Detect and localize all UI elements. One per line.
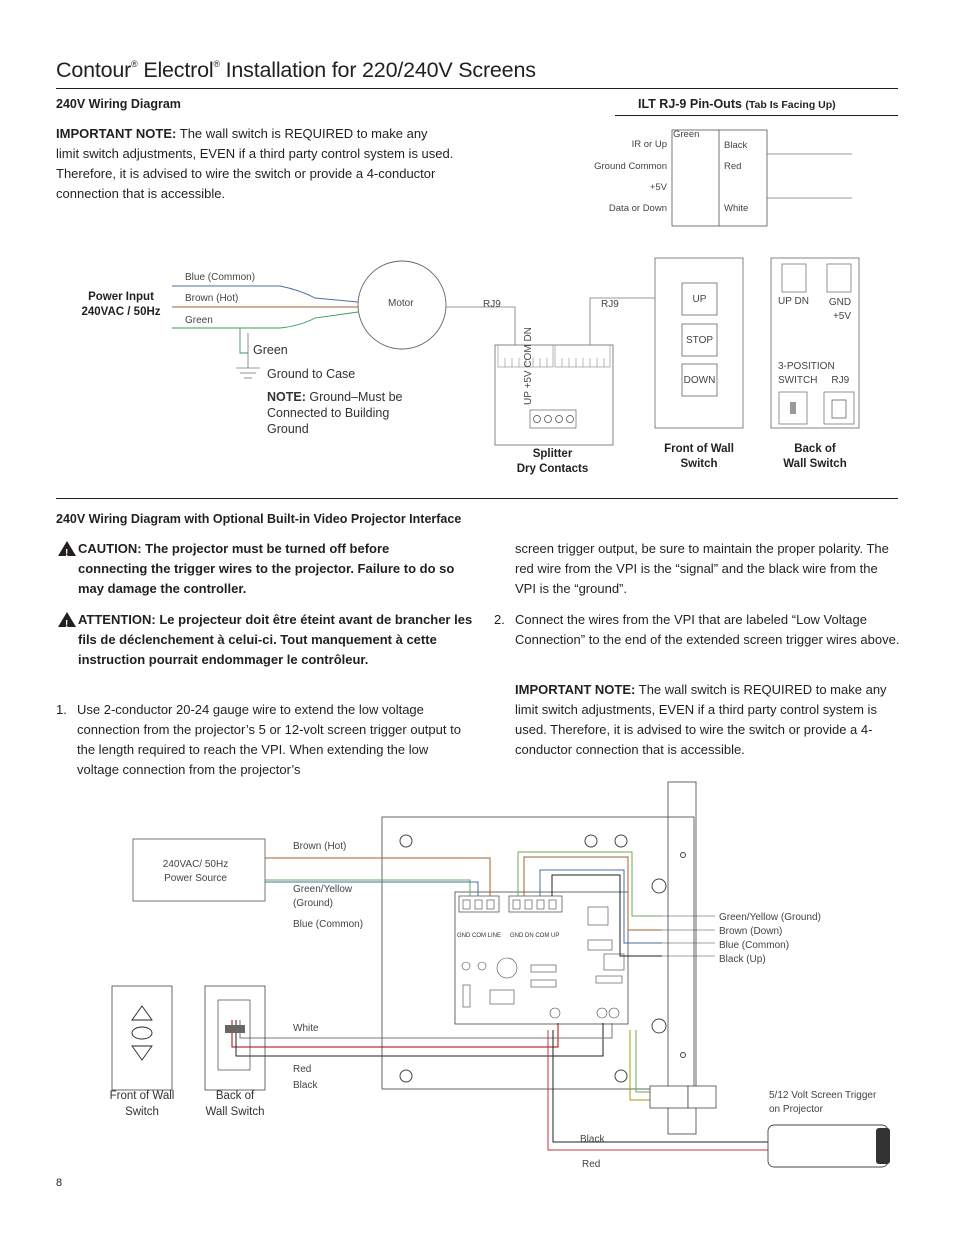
back-switch-label-2: Back of Wall Switch — [205, 1090, 265, 1118]
terminal-b-label: GND DN COM UP — [510, 933, 560, 939]
red-trigger-label: Red — [582, 1159, 601, 1170]
power-input-label: Power Input 240VAC / 50Hz — [81, 291, 161, 318]
splitter-box — [495, 345, 613, 445]
trigger-label: 5/12 Volt Screen Trigger on Projector — [769, 1090, 877, 1115]
wire-green-label: Green — [185, 315, 213, 326]
wire-brown-label: Brown (Hot) — [185, 293, 239, 304]
step2-text: Connect the wires from the VPI that are labeled “Low Voltage Connection” to the end of the extended screen trigger wires above. — [515, 612, 900, 647]
caution-en: ! CAUTION: The projector must be turned off before connecting the trigger wires to the projector. Failure to do so may damage the controller. — [56, 539, 461, 599]
green-yellow-label: Green/Yellow (Ground) — [293, 884, 353, 909]
ground-note: NOTE: Ground–Must be Connected to Building Ground — [267, 390, 403, 436]
pin-color: Red — [724, 161, 742, 172]
front-wall-switch — [112, 986, 172, 1090]
white-wire-label: White — [293, 1023, 319, 1034]
wiring-diagram-2 — [0, 780, 954, 1180]
brown-hot-label: Brown (Hot) — [293, 841, 347, 852]
splitter-pins: UP +5V COM DN — [523, 327, 534, 405]
warning-icon — [58, 612, 76, 627]
section1-note: IMPORTANT NOTE: The wall switch is REQUIRED to make any limit switch adjustments, EVEN if a third party control system is used. Therefore, it is advised to wire the switch or provide a 4-conductor connection that is accessible. — [56, 126, 454, 201]
front-switch-label-2: Front of Wall Switch — [109, 1090, 175, 1118]
pinout-diagram — [560, 118, 900, 233]
caution-fr: ! ATTENTION: Le projecteur doit être éteint avant de brancher les fils de déclenchement à celui-ci. Tout manquement à cette instruction pourrait endommager le contrôleur. — [56, 610, 476, 670]
pin-color: White — [724, 203, 749, 214]
motor-wire-label: Green/Yellow (Ground) — [719, 912, 821, 923]
pin-label: Ground Common — [594, 161, 667, 172]
back-gnd-label: GND +5V — [828, 297, 852, 322]
page-number: 8 — [56, 1177, 63, 1189]
blue-common-label: Blue (Common) — [293, 919, 364, 930]
motor-wire-label: Blue (Common) — [719, 940, 790, 951]
front-switch-label: Front of Wall Switch — [664, 443, 734, 470]
pinout-heading: ILT RJ-9 Pin-Outs (Tab Is Facing Up) — [638, 97, 836, 111]
pin-label: IR or Up — [631, 139, 667, 150]
pin-color: Green — [673, 129, 700, 140]
black-trigger-label: Black — [580, 1134, 605, 1145]
rj9-label: RJ9 — [601, 299, 619, 310]
section-divider — [56, 498, 898, 499]
mounting-rail — [668, 782, 696, 1134]
warning-icon — [58, 541, 76, 556]
page-title: Contour® Electrol® Installation for 220/240V Screens — [56, 58, 536, 82]
pin-label: +5V — [649, 182, 667, 193]
down-button: DOWN — [683, 375, 716, 386]
rj9-label: RJ9 — [483, 299, 501, 310]
stop-button: STOP — [685, 335, 714, 346]
red-wire-label: Red — [293, 1064, 312, 1075]
up-button: UP — [692, 294, 707, 305]
ground-green-label: Green — [253, 343, 288, 357]
back-3pos-label: 3-POSITION SWITCH RJ9 — [778, 361, 850, 386]
motor-label: Motor — [388, 298, 414, 309]
terminal-a-label: GND COM LINE — [457, 933, 502, 939]
section1-heading: 240V Wiring Diagram — [56, 97, 181, 111]
pin-color: Black — [724, 140, 748, 151]
section2-heading: 240V Wiring Diagram with Optional Built-in Video Projector Interface — [56, 512, 462, 526]
pin-label: Data or Down — [608, 203, 667, 214]
pinout-rule — [615, 115, 898, 116]
back-updn-label: UP DN — [778, 296, 809, 307]
projector — [768, 1125, 888, 1167]
motor-wire-label: Black (Up) — [719, 954, 766, 965]
back-switch-label: Back of Wall Switch — [783, 443, 847, 470]
black-wire-label: Black — [293, 1080, 318, 1091]
wire-blue-label: Blue (Common) — [185, 272, 256, 283]
rj9-connector-box — [672, 130, 767, 226]
step2-number: 2. — [494, 612, 505, 627]
step1-continued: screen trigger output, be sure to maintain the proper polarity. The red wire from the VPI is the “signal” and the black wire from the VPI is the “ground”. — [515, 541, 889, 596]
trigger-connector — [650, 1086, 688, 1108]
ground-case-label: Ground to Case — [267, 367, 356, 381]
splitter-label: Splitter Dry Contacts — [516, 448, 589, 475]
step1-text: Use 2-conductor 20-24 gauge wire to extend the low voltage connection from the projector’s 5 or 12-volt screen trigger output to the length required to reach the VPI. When extending the low voltage connection from the projector’s — [77, 702, 461, 777]
motor-wire-label: Brown (Down) — [719, 926, 783, 937]
title-rule — [56, 88, 898, 89]
section2-note: IMPORTANT NOTE: The wall switch is REQUIRED to make any limit switch adjustments, EVEN if a third party control system is used. Therefore, it is advised to wire the switch or provide a 4-conductor connection that is accessible. — [515, 682, 887, 757]
power-source-label: 240VAC/ 50Hz Power Source — [162, 859, 229, 884]
step1-number: 1. — [56, 702, 67, 717]
